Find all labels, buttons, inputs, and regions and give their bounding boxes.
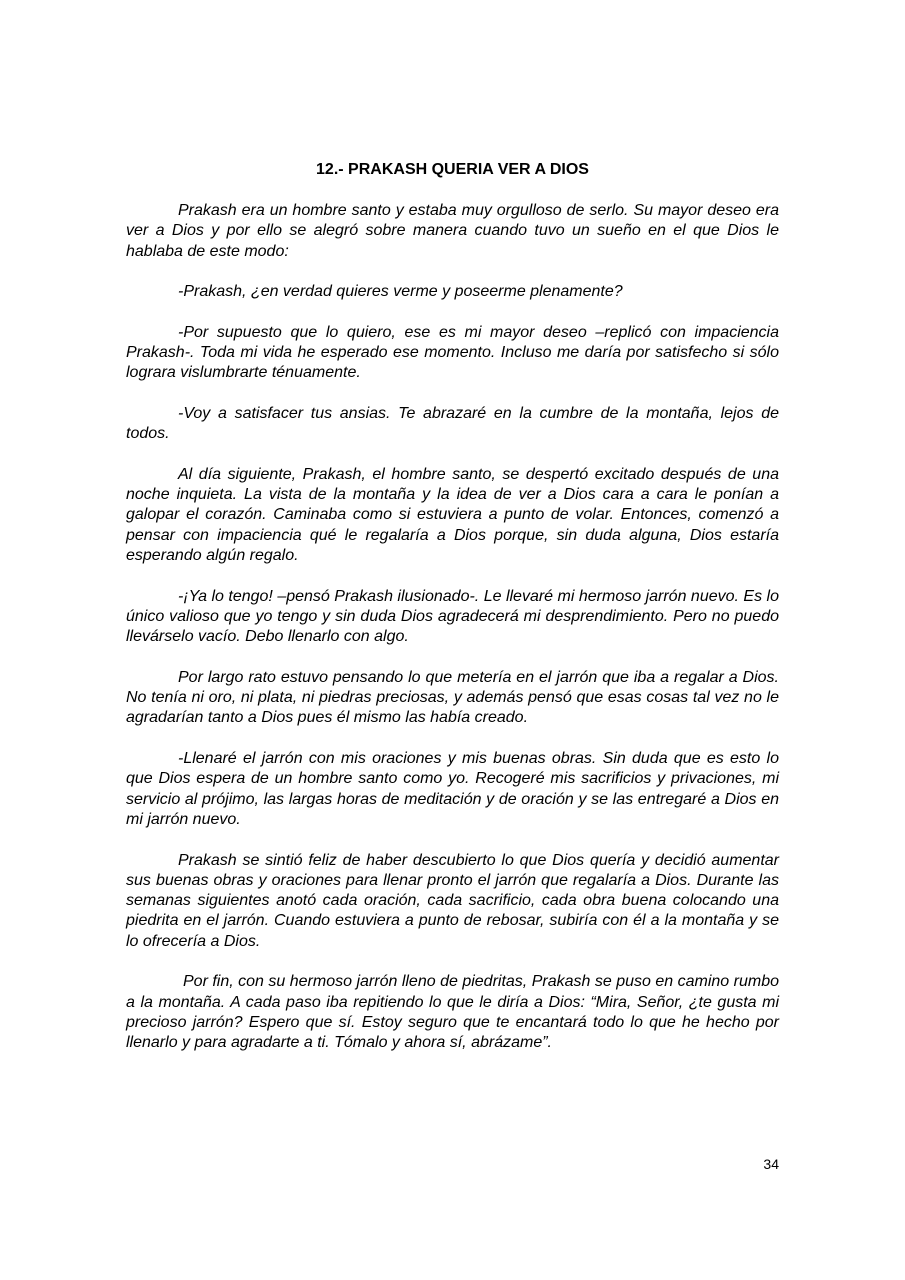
paragraph-3: -Por supuesto que lo quiero, ese es mi mayor deseo –replicó con impaciencia Prakash-. Toda mi vida he esperado ese momento. Incluso me daría por satisfecho si sólo lograra vislumbrarte ténuamente. (126, 323, 779, 382)
story-body (126, 201, 779, 1074)
paragraph-5: Al día siguiente, Prakash, el hombre santo, se despertó excitado después de una noche inquieta. La vista de la montaña y la idea de ver a Dios cara a cara le ponían a galopar el corazón. Caminaba como si estuviera a punto de volar. Entonces, comenzó a pensar con impaciencia qué le regalaría a Dios porque, sin duda alguna, Dios estaría esperando algún regalo. (126, 465, 779, 565)
paragraph-2: -Prakash, ¿en verdad quieres verme y poseerme plenamente? (178, 283, 623, 301)
paragraph-6: -¡Ya lo tengo! –pensó Prakash ilusionado-. Le llevaré mi hermoso jarrón nuevo. Es lo único valioso que yo tengo y sin duda Dios agradecerá mi desprendimiento. Pero no puedo llevárselo vacío. Debo llenarlo con algo. (126, 587, 779, 646)
paragraph-9: Prakash se sintió feliz de haber descubierto lo que Dios quería y decidió aumentar sus buenas obras y oraciones para llenar pronto el jarrón que regalaría a Dios. Durante las semanas siguientes anotó cada oración, cada sacrificio, cada obra buena colocando una piedrita en el jarrón. Cuando estuviera a punto de rebosar, subiría con él a la montaña y se lo ofrecería a Dios. (126, 851, 779, 950)
paragraph-8: -Llenaré el jarrón con mis oraciones y mis buenas obras. Sin duda que es esto lo que Dios espera de un hombre santo como yo. Recogeré mis sacrificios y privaciones, mi servicio al prójimo, las largas horas de meditación y de oración y se las entregaré a Dios en mi jarrón nuevo. (126, 750, 779, 828)
paragraph-1: Prakash era un hombre santo y estaba muy orgulloso de serlo. Su mayor deseo era ver a Dios y por ello se alegró sobre manera cuando tuvo un sueño en el que Dios le hablaba de este modo: (126, 202, 779, 260)
paragraph-10: Por fin, con su hermoso jarrón lleno de piedritas, Prakash se puso en camino rumbo a la montaña. A cada paso iba repitiendo lo que le diría a Dios: “Mira, Señor, ¿te gusta mi precioso jarrón? Espero que sí. Estoy seguro que te encantará todo lo que he hecho por llenarlo y para agradarte a ti. Tómalo y ahora sí, abrázame”. (126, 973, 779, 1052)
paragraph-4: -Voy a satisfacer tus ansias. Te abrazaré en la cumbre de la montaña, lejos de todos. (126, 404, 779, 443)
chapter-title: 12.- PRAKASH QUERIA VER A DIOS (316, 161, 589, 178)
paragraph-7: Por largo rato estuvo pensando lo que metería en el jarrón que iba a regalar a Dios. No tenía ni oro, ni plata, ni piedras preciosas, y además pensó que esas cosas tal vez no le agradarían tanto a Dios pues él mismo las había creado. (126, 668, 779, 727)
page-number: 34 (763, 1156, 779, 1172)
